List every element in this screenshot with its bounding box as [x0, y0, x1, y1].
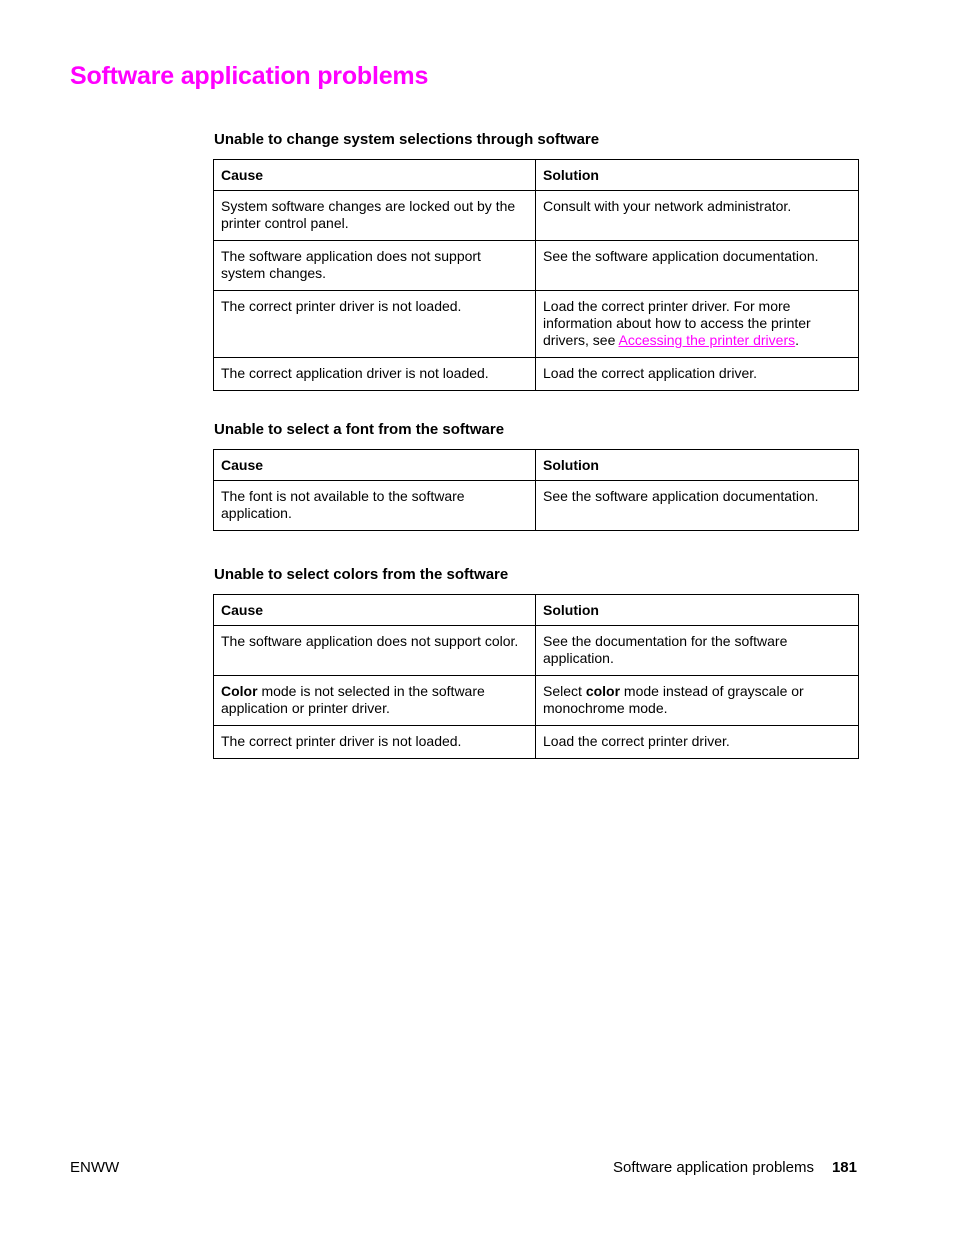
cause-cell: The correct printer driver is not loaded.: [214, 726, 536, 759]
section-title-colors: Unable to select colors from the software: [214, 566, 509, 583]
table-row: [214, 676, 859, 726]
section-title-system-selections: Unable to change system selections through software: [214, 131, 600, 148]
page-title: Software application problems: [70, 62, 429, 90]
table-row: [214, 726, 859, 759]
cause-bold-text: Color: [221, 683, 258, 699]
solution-text-end: .: [795, 332, 800, 348]
header-cause: Cause: [214, 450, 536, 481]
cause-cell: System software changes are locked out by the printer control panel.: [214, 191, 536, 241]
table-row: [214, 241, 859, 291]
header-solution: Solution: [536, 595, 859, 626]
table-header-row: [214, 595, 859, 626]
table-row: [214, 291, 859, 358]
header-cause: Cause: [214, 160, 536, 191]
solution-cell: [536, 291, 859, 358]
cause-cell: The correct printer driver is not loaded.: [214, 291, 536, 358]
table-row: [214, 191, 859, 241]
solution-cell: Load the correct printer driver.: [536, 726, 859, 759]
solution-cell: See the documentation for the software application.: [536, 626, 859, 676]
table-row: [214, 358, 859, 391]
cause-cell: [214, 676, 536, 726]
table-row: [214, 626, 859, 676]
table-row: [214, 481, 859, 531]
header-solution: Solution: [536, 450, 859, 481]
solution-cell: Consult with your network administrator.: [536, 191, 859, 241]
header-solution: Solution: [536, 160, 859, 191]
cause-cell: The correct application driver is not loaded.: [214, 358, 536, 391]
table-colors: [213, 594, 859, 759]
solution-cell: See the software application documentation.: [536, 481, 859, 531]
solution-text: Load the correct printer driver. For more information about how to access the printer drivers, see: [543, 298, 811, 348]
table-header-row: [214, 160, 859, 191]
table-font: [213, 449, 859, 531]
solution-bold-text: color: [585, 683, 621, 699]
header-cause: Cause: [214, 595, 536, 626]
page-number: 181: [831, 1159, 857, 1176]
footer-left-label: ENWW: [70, 1159, 120, 1176]
cause-cell: The software application does not support system changes.: [214, 241, 536, 291]
footer-right: [613, 1159, 857, 1176]
solution-cell: See the software application documentation.: [536, 241, 859, 291]
solution-cell: [536, 676, 859, 726]
solution-text-end: mode instead of grayscale or monochrome mode.: [543, 683, 804, 716]
solution-text: Select: [543, 683, 586, 699]
table-system-selections: [213, 159, 859, 391]
table-header-row: [214, 450, 859, 481]
cause-cell: The software application does not support color.: [214, 626, 536, 676]
accessing-printer-drivers-link[interactable]: Accessing the printer drivers: [618, 332, 796, 348]
cause-cell: The font is not available to the software application.: [214, 481, 536, 531]
section-title-font: Unable to select a font from the software: [214, 421, 505, 438]
footer-section-name: Software application problems: [613, 1159, 814, 1176]
cause-text: mode is not selected in the software application or printer driver.: [221, 683, 485, 716]
solution-cell: Load the correct application driver.: [536, 358, 859, 391]
